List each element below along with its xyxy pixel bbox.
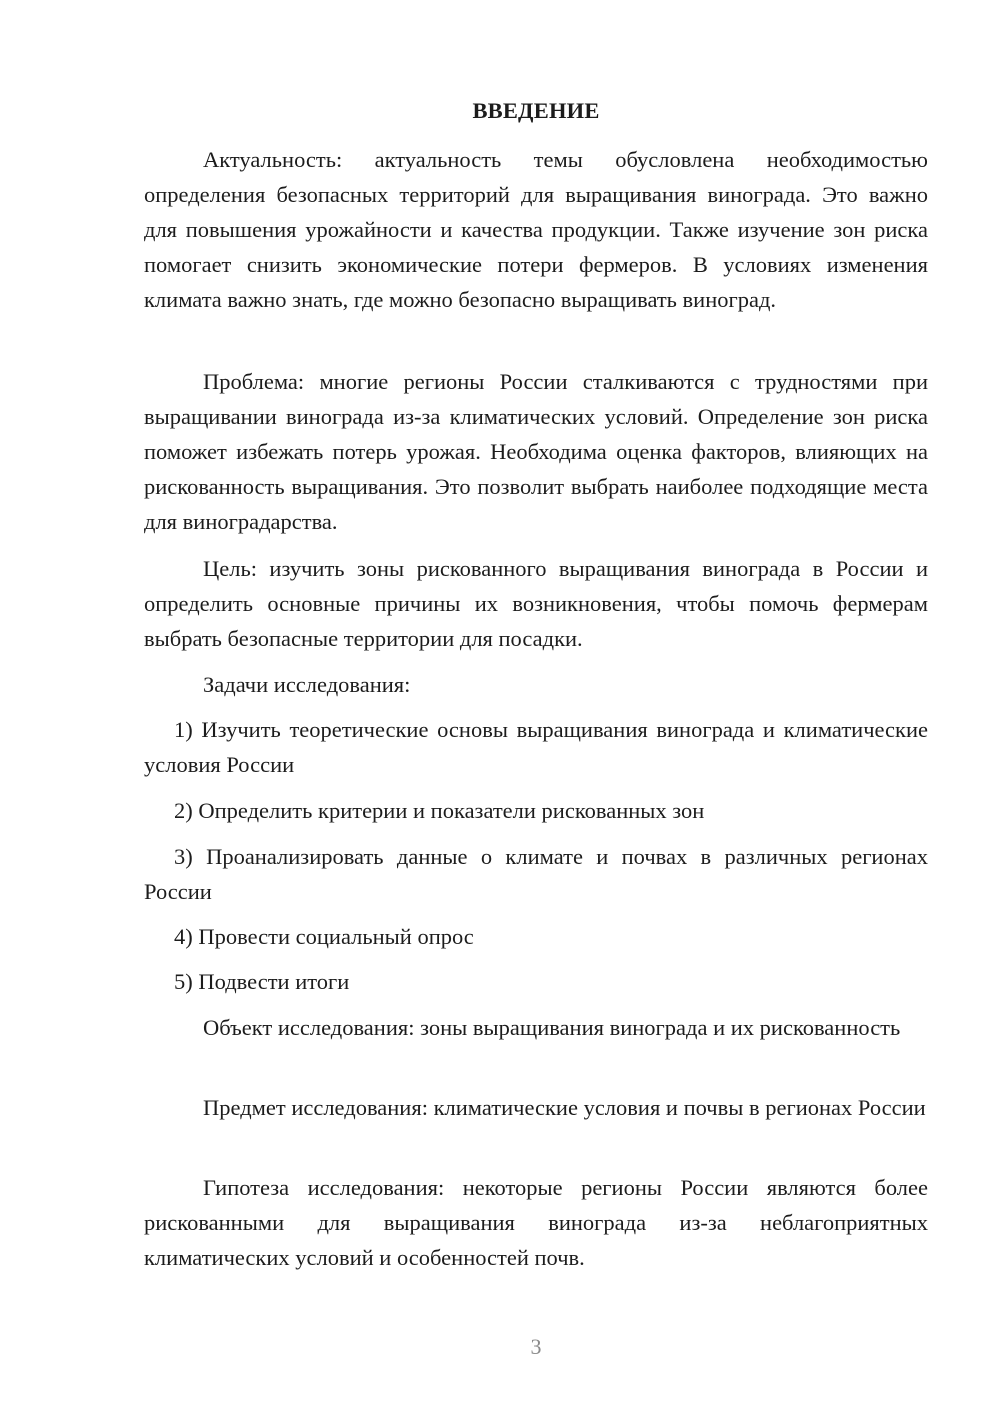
task-item-text: 1) Изучить теоретические основы выращивания винограда и климатические условия России [144,717,928,777]
task-item-text: 4) Провести социальный опрос [174,924,474,949]
paragraph-tasks-intro [144,667,928,702]
paragraph-problem [144,364,928,539]
task-item [144,964,928,999]
paragraph-object [144,1010,928,1045]
paragraph-hypothesis [144,1170,928,1275]
task-item-text: 5) Подвести итоги [174,969,350,994]
paragraph-goal [144,551,928,656]
paragraph-subject [144,1090,928,1125]
page-heading: ВВЕДЕНИЕ [472,98,600,123]
paragraph-relevance [144,142,928,317]
task-item [144,712,928,782]
task-item [144,793,928,828]
task-item [144,919,928,954]
paragraph-subject-text: Предмет исследования: климатические условия и почвы в регионах России [203,1095,926,1120]
paragraph-relevance-text: Актуальность: актуальность темы обусловлена необходимостью определения безопасных территорий для выращивания винограда. Это важно для повышения урожайности и качества продукции. Также изучение зон риска помогает снизить экономические потери фермеров. В условиях изменения климата важно знать, где можно безопасно выращивать виноград. [144,147,928,312]
paragraph-object-text: Объект исследования: зоны выращивания винограда и их рискованность [203,1015,901,1040]
paragraph-goal-text: Цель: изучить зоны рискованного выращивания винограда в России и определить основные причины их возникновения, чтобы помочь фермерам выбрать безопасные территории для посадки. [144,556,928,651]
paragraph-tasks-intro-text: Задачи исследования: [203,672,411,697]
task-item-text: 2) Определить критерии и показатели рискованных зон [174,798,705,823]
page-number: 3 [530,1334,542,1359]
paragraph-hypothesis-text: Гипотеза исследования: некоторые регионы России являются более рискованными для выращивания винограда из-за неблагоприятных климатических условий и особенностей почв. [144,1175,928,1270]
task-item [144,839,928,909]
task-item-text: 3) Проанализировать данные о климате и почвах в различных регионах России [144,844,928,904]
paragraph-problem-text: Проблема: многие регионы России сталкиваются с трудностями при выращивании винограда из-за климатических условий. Определение зон риска поможет избежать потерь урожая. Необходима оценка факторов, влияющих на рискованность выращивания. Это позволит выбрать наиболее подходящие места для виноградарства. [144,369,928,534]
